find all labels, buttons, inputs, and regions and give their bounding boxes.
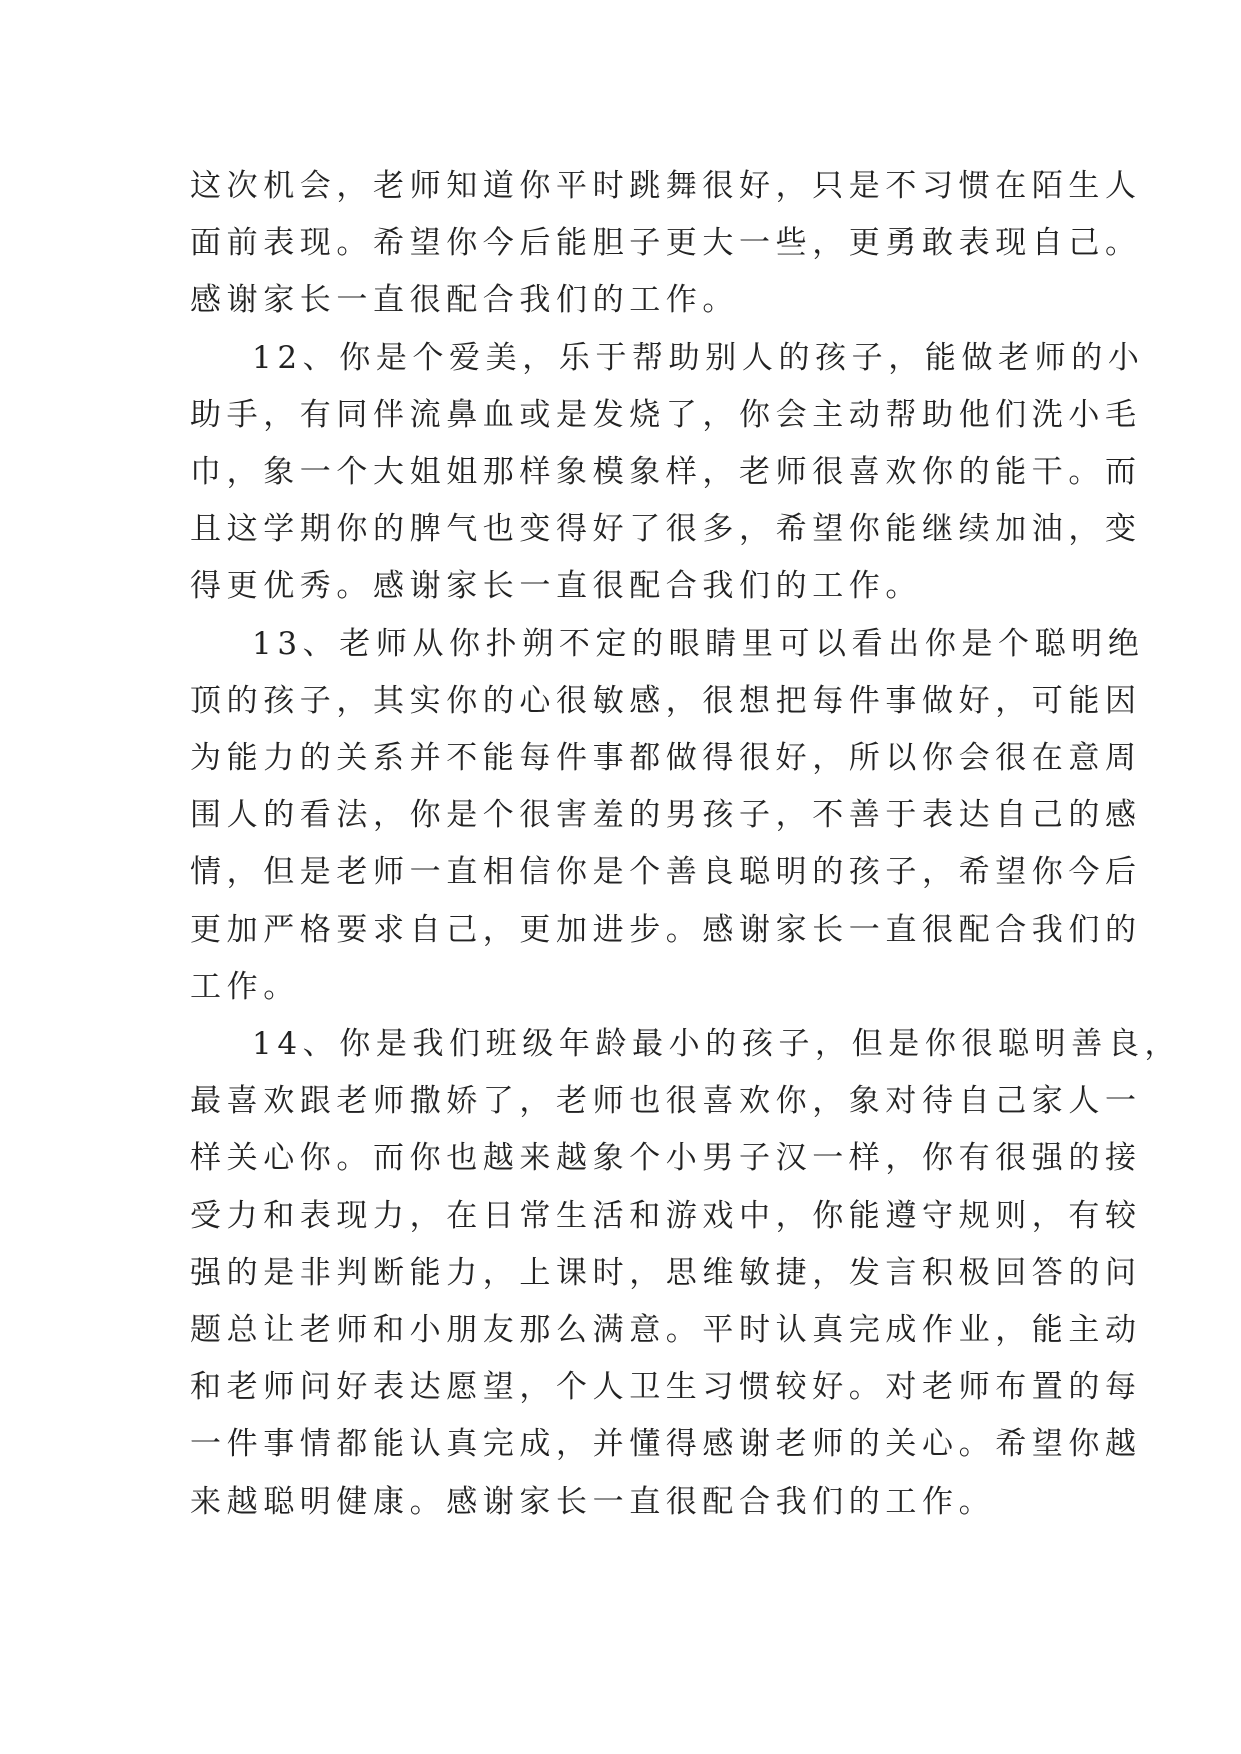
text-line: 12、你是个爱美，乐于帮助别人的孩子，能做老师的小 — [252, 339, 1145, 376]
text-line: 强的是非判断能力，上课时，思维敏捷，发言积极回答的问 — [190, 1254, 1142, 1291]
text-line: 受力和表现力，在日常生活和游戏中，你能遵守规则，有较 — [190, 1197, 1142, 1234]
text-line: 得更优秀。感谢家长一直很配合我们的工作。 — [190, 568, 922, 605]
text-line: 13、老师从你扑朔不定的眼睛里可以看出你是个聪明绝 — [252, 625, 1145, 662]
text-line: 14、你是我们班级年龄最小的孩子，但是你很聪明善良， — [252, 1026, 1182, 1063]
text-line: 更加严格要求自己，更加进步。感谢家长一直很配合我们的 — [190, 911, 1142, 948]
text-line: 为能力的关系并不能每件事都做得很好，所以你会很在意周 — [190, 740, 1142, 777]
text-line: 且这学期你的脾气也变得好了很多，希望你能继续加油，变 — [190, 511, 1142, 548]
paragraph-item-13 — [190, 616, 1145, 1016]
text-line: 样关心你。而你也越来越象个小男子汉一样，你有很强的接 — [190, 1140, 1142, 1177]
text-line: 情，但是老师一直相信你是个善良聪明的孩子，希望你今后 — [190, 854, 1142, 891]
text-line: 助手，有同伴流鼻血或是发烧了，你会主动帮助他们洗小毛 — [190, 396, 1142, 433]
text-line: 来越聪明健康。感谢家长一直很配合我们的工作。 — [190, 1483, 996, 1520]
paragraph-continued — [190, 158, 1142, 330]
text-line: 最喜欢跟老师撒娇了，老师也很喜欢你，象对待自己家人一 — [190, 1083, 1142, 1120]
paragraph-item-12 — [190, 330, 1145, 616]
text-line: 题总让老师和小朋友那么满意。平时认真完成作业，能主动 — [190, 1312, 1142, 1349]
text-line: 这次机会，老师知道你平时跳舞很好，只是不习惯在陌生人 — [190, 168, 1142, 204]
paragraph-item-14 — [190, 1016, 1182, 1531]
text-line: 感谢家长一直很配合我们的工作。 — [190, 282, 739, 319]
text-line: 面前表现。希望你今后能胆子更大一些，更勇敢表现自己。 — [190, 225, 1142, 262]
text-line: 和老师问好表达愿望，个人卫生习惯较好。对老师布置的每 — [190, 1369, 1142, 1406]
text-line: 围人的看法，你是个很害羞的男孩子，不善于表达自己的感 — [190, 797, 1142, 834]
text-line: 一件事情都能认真完成，并懂得感谢老师的关心。希望你越 — [190, 1426, 1142, 1463]
body-text — [190, 158, 1182, 1531]
text-line: 顶的孩子，其实你的心很敏感，很想把每件事做好，可能因 — [190, 682, 1142, 719]
text-line: 工作。 — [190, 968, 300, 1005]
text-line: 巾，象一个大姐姐那样象模象样，老师很喜欢你的能干。而 — [190, 454, 1142, 491]
